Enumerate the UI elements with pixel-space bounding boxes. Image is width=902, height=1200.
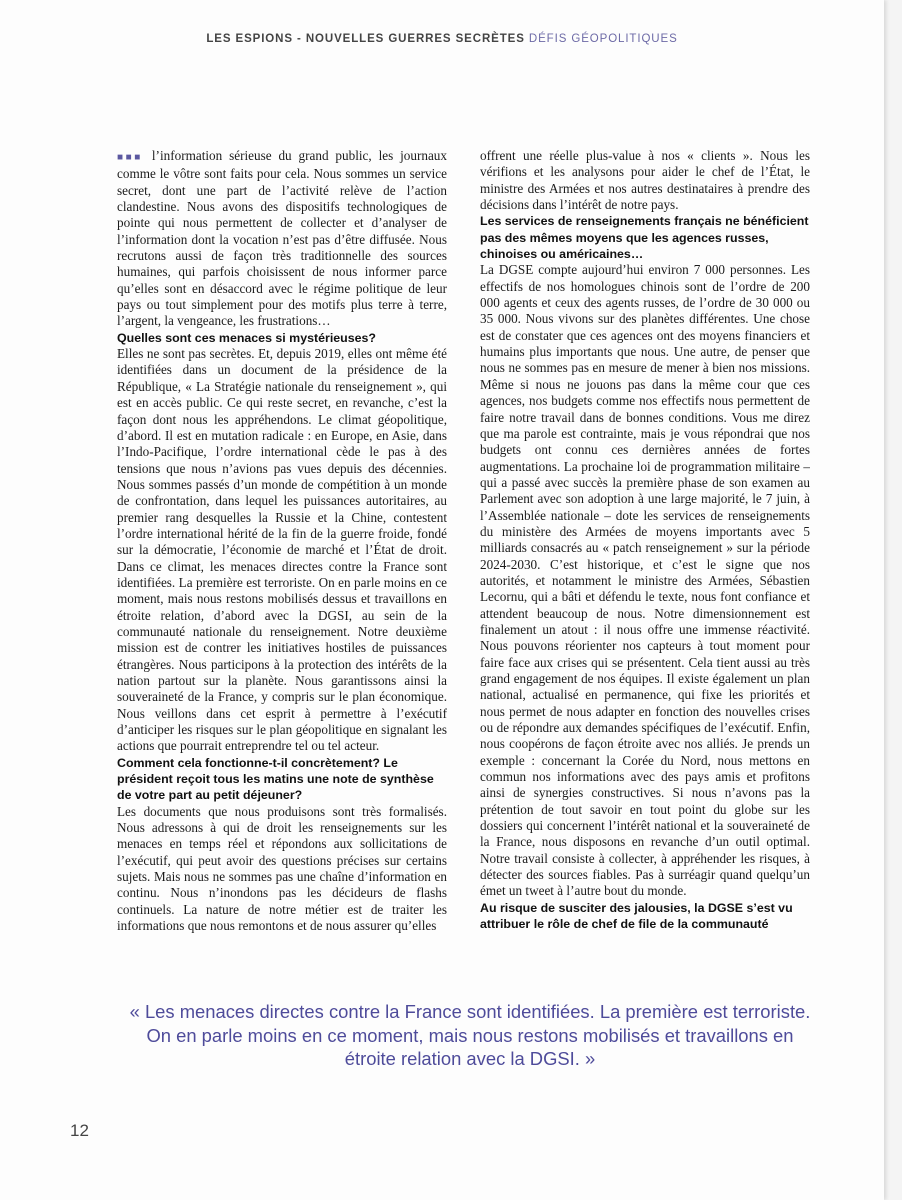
pull-quote: « Les menaces directes contre la France sont identifiées. La première est terroriste. On en parle moins en ce moment, mais nous restons mobilisés et travaillons en étroite relation avec la DGSI. » — [129, 1001, 811, 1069]
interview-question: Les services de renseignements français ne bénéficient pas des mêmes moyens que les agences russes, chinoises ou américaines… — [480, 214, 809, 262]
interview-question: Au risque de susciter des jalousies, la DGSE s’est vu attribuer le rôle de chef de file de la communauté — [480, 900, 793, 932]
left-column — [117, 148, 447, 973]
paragraph-marker-icon: ■■■ — [117, 152, 143, 163]
paragraph-text: l’information sérieuse du grand public, les journaux comme le vôtre sont faits pour cela. Nous sommes un service secret, dont une part de l’activité relève de l’action clandestine. Nous avons des dispositifs technologiques de pointe qui nous permettent de collecter et d’analyser de l’information dont la vocation n’est pas d’être diffusée. Nous recrutons aussi de façon très traditionnelle des sources humaines, qui parfois choisissent de nous informer parce qu’elles sont en désaccord avec le régime politique de leur pays ou tout simplement pour des motifs plus terre à terre, l’argent, la vengeance, les frustrations… — [117, 148, 447, 329]
interview-question: Quelles sont ces menaces si mystérieuses? — [117, 330, 376, 345]
page-number: 12 — [70, 1121, 89, 1140]
interview-answer: Les documents que nous produisons sont très formalisés. Nous adressons à qui de droit les renseignements sur les menaces en temps réel et répondons aux sollicitations de l’exécutif, qui peut avoir des questions précises sur certains sujets. Mais nous ne sommes pas une chaîne d’information en continu. Nous n’inondons pas les décideurs de flashs continuels. La nature de notre métier est de traiter les informations que nous remontons et de nous assurer qu’elles — [117, 803, 447, 934]
interview-answer: Elles ne sont pas secrètes. Et, depuis 2019, elles ont même été identifiées dans un document de la présidence de la République, « La Stratégie nationale du renseignement », qui est en accès public. Ce qui reste secret, en revanche, c’est la façon dont nous les appréhendons. Le climat géopolitique, d’abord. Il est en mutation radicale : en Europe, en Asie, dans l’Indo-Pacifique, l’ordre international cède le pas à des tensions que nous n’avions pas vues depuis des décennies. Nous sommes passés d’un monde de compétition à un monde de confrontation, dans lequel les puissances autoritaires, au premier rang desquelles la Russie et la Chine, contestent l’ordre international hérité de la fin de la guerre froide, fondé sur la démocratie, l’économie de marché et l’État de droit. Dans ce climat, les menaces directes contre la France sont identifiées. La première est terroriste. On en parle moins en ce moment, mais nous restons mobilisés dessus et travaillons en étroite relation, d’abord avec la DGSI, au sein de la communauté nationale du renseignement. Notre deuxième mission est de contrer les initiatives hostiles de puissances étrangères. Nous participons à la protection des intérêts de la nation partout sur la planète. Nous garantissons ainsi la souveraineté de la France, y compris sur le plan économique. Nous veillons dans cet esprit à permettre à l’exécutif d’anticiper les risques sur le plan géopolitique en signalant les actions que pourrait entreprendre tel ou tel acteur. — [117, 346, 447, 754]
header-rubric: DÉFIS GÉOPOLITIQUES — [528, 33, 678, 45]
right-column — [480, 148, 810, 973]
interview-answer: offrent une réelle plus-value à nos « clients ». Nous les vérifions et les analysons pour aider le chef de l’État, le ministre des Armées et nos autres destinataires à prendre des décisions dans l’intérêt de notre pays. — [480, 148, 810, 213]
interview-question: Comment cela fonctionne-t-il concrètement? Le président reçoit tous les matins une note de synthèse de votre part au petit déjeuner? — [117, 755, 434, 803]
running-header — [0, 33, 884, 45]
interview-answer: La DGSE compte aujourd’hui environ 7 000 personnes. Les effectifs de nos homologues chinois sont de l’ordre de 200 000 agents et ceux des agents russes, de l’ordre de 30 000 ou 35 000. Nous vivons sur des planètes différentes. Une chose est de constater que ces agences ont des moyens financiers et humains plus importants que nous. Une autre, de penser que nous ne sommes pas en mesure de mener à bien nos missions. Même si nous ne jouons pas dans la même cour que ces agences, nos budgets comme nos effectifs nous permettent de faire notre travail dans de bonnes conditions. Vous me direz que ma parole est contrainte, mais je vous répondrai que nos budgets ont connu ces dernières années de fortes augmentations. La prochaine loi de programmation militaire – qui a passé avec succès la première phase de son examen au Parlement avec son adoption à une large majorité, le 7 juin, à l’Assemblée nationale – dote les services de renseignements du ministère des Armées de moyens importants avec 5 milliards consacrés au « patch renseignement » sur la période 2024-2030. C’est historique, et c’est le signe que nos autorités, et notamment le ministre des Armées, Sébastien Lecornu, qui a bâti et défendu le texte, nous font confiance et attendent beaucoup de nous. Notre dimensionnement est finalement un atout : il nous offre une immense réactivité. Nous pouvons réorienter nos capteurs à tout moment pour faire face aux crises qui se présentent. Cela tient aussi au très grand engagement de nos équipes. Il existe également un plan national, actualisé en permanence, qui fixe les priorités et nous permet de nous adapter en fonction des nouvelles crises ou de répondre aux demandes spécifiques de l’exécutif. Enfin, nous coopérons de façon étroite avec nos alliés. Je prends un exemple : concernant la Corée du Nord, nous mettons en commun nos informations avec des pays amis et profitons ainsi de synergies constructives. Si nous n’avons pas la prétention de tout savoir en tout point du globe sur les dossiers qui concernent l’intérêt national et la souveraineté de la France, nous disposons en revanche d’un outil optimal. Notre travail consiste à collecter, à appréhender les risques, à détecter des sources fiables. Pas à surréagir quand quelqu’un émet un tweet à l’autre bout du monde. — [480, 262, 810, 899]
header-section-title: LES ESPIONS - NOUVELLES GUERRES SECRÈTES — [206, 33, 525, 45]
paragraph-intro — [117, 148, 447, 330]
